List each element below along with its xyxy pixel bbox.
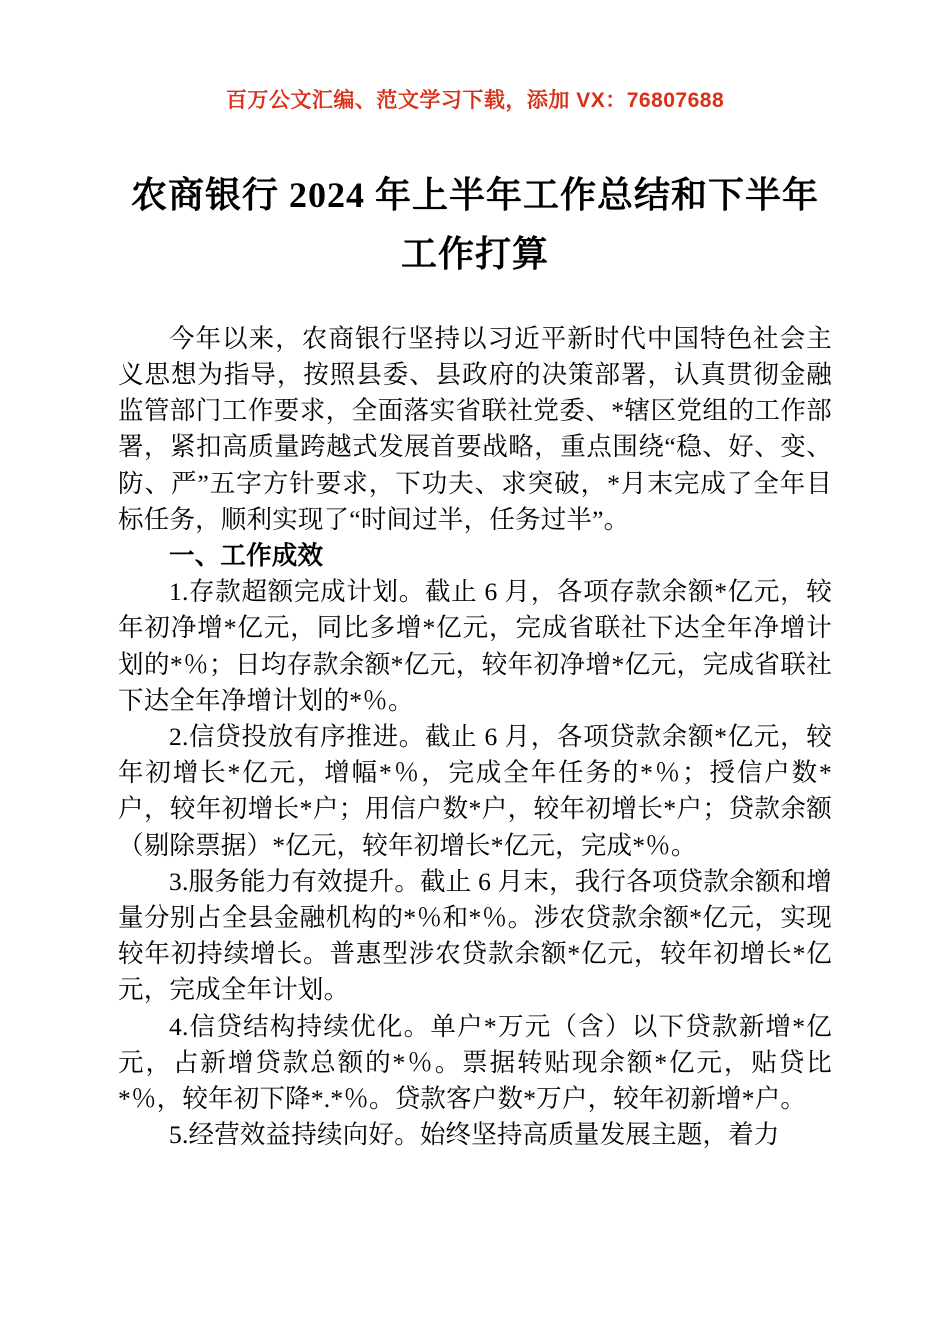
document-body: [118, 321, 832, 1154]
paragraph-section-one: 一、工作成效: [169, 541, 324, 570]
paragraph-item-5: 5.经营效益持续向好。始终坚持高质量发展主题，着力: [169, 1120, 780, 1150]
paragraph-item-3: 3.服务能力有效提升。截止 6 月末，我行各项贷款余额和增量分别占全县金融机构的*％和*％。涉农贷款余额*亿元，实现较年初持续增长。普惠型涉农贷款余额*亿元，较年初增长*亿元，完成全年计划。: [118, 866, 832, 1005]
watermark-banner: 百万公文汇编、范文学习下载，添加 VX：76807688: [225, 89, 725, 112]
page-title: 农商银行 2024 年上半年工作总结和下半年工作打算: [130, 175, 819, 275]
paragraph-item-4: 4.信贷结构持续优化。单户*万元（含）以下贷款新增*亿元，占新增贷款总额的*％。票据转贴现余额*亿元，贴贷比*％，较年初下降*.*％。贷款客户数*万户，较年初新增*户。: [118, 1011, 832, 1114]
paragraph-item-1: 1.存款超额完成计划。截止 6 月，各项存款余额*亿元，较年初净增*亿元，同比多增*亿元，完成省联社下达全年净增计划的*％；日均存款余额*亿元，较年初净增*亿元，完成省联社下达全年净增计划的*％。: [118, 577, 832, 715]
paragraph-intro: 今年以来，农商银行坚持以习近平新时代中国特色社会主义思想为指导，按照县委、县政府的决策部署，认真贯彻金融监管部门工作要求，全面落实省联社党委、*辖区党组的工作部署，紧扣高质量跨越式发展首要战略，重点围绕“稳、好、变、防、严”五字方针要求，下功夫、求突破，*月末完成了全年目标任务，顺利实现了“时间过半，任务过半”。: [118, 323, 832, 534]
paragraph-item-2: 2.信贷投放有序推进。截止 6 月，各项贷款余额*亿元，较年初增长*亿元，增幅*％，完成全年任务的*％；授信户数*户，较年初增长*户；用信户数*户，较年初增长*户；贷款余额（剔除票据）*亿元，较年初增长*亿元，完成*％。: [118, 722, 832, 860]
